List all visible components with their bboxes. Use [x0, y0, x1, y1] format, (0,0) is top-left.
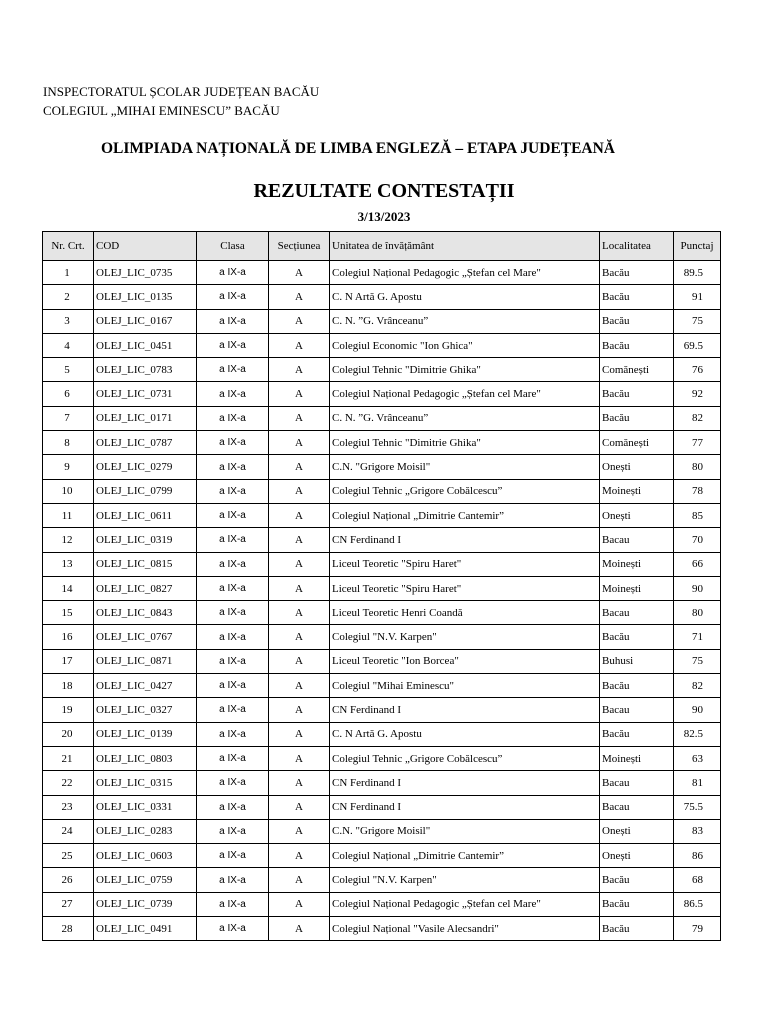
section-cell: A: [269, 382, 330, 406]
class-cell: a IX-a: [197, 576, 269, 600]
table-row: [43, 431, 721, 455]
section-cell: A: [269, 625, 330, 649]
student-code: OLEJ_LIC_0171: [94, 406, 197, 430]
row-number: 15: [43, 601, 94, 625]
locality-cell: Onești: [600, 503, 674, 527]
class-cell: a IX-a: [197, 722, 269, 746]
section-cell: A: [269, 455, 330, 479]
locality-cell: Moinești: [600, 552, 674, 576]
class-cell: a IX-a: [197, 455, 269, 479]
row-number: 21: [43, 746, 94, 770]
school-cell: C. N. ”G. Vrânceanu”: [330, 309, 600, 333]
school-cell: Colegiul Național Pedagogic „Ștefan cel Mare": [330, 382, 600, 406]
row-number: 3: [43, 309, 94, 333]
school-cell: Colegiul Tehnic „Grigore Cobălcescu”: [330, 746, 600, 770]
table-row: [43, 261, 721, 285]
class-cell: a IX-a: [197, 649, 269, 673]
table-row: [43, 892, 721, 916]
score-cell: 85: [674, 503, 721, 527]
row-number: 9: [43, 455, 94, 479]
class-cell: a IX-a: [197, 917, 269, 941]
locality-cell: Bacău: [600, 309, 674, 333]
row-number: 16: [43, 625, 94, 649]
class-cell: a IX-a: [197, 601, 269, 625]
student-code: OLEJ_LIC_0167: [94, 309, 197, 333]
section-cell: A: [269, 309, 330, 333]
school-cell: Liceul Teoretic "Spiru Haret": [330, 576, 600, 600]
score-cell: 82.5: [674, 722, 721, 746]
score-cell: 79: [674, 917, 721, 941]
locality-cell: Bacău: [600, 868, 674, 892]
student-code: OLEJ_LIC_0871: [94, 649, 197, 673]
table-row: [43, 358, 721, 382]
class-cell: a IX-a: [197, 503, 269, 527]
score-cell: 81: [674, 771, 721, 795]
score-cell: 75.5: [674, 795, 721, 819]
score-cell: 77: [674, 431, 721, 455]
student-code: OLEJ_LIC_0799: [94, 479, 197, 503]
score-cell: 90: [674, 698, 721, 722]
table-row: [43, 601, 721, 625]
table-row: [43, 528, 721, 552]
section-cell: A: [269, 333, 330, 357]
row-number: 4: [43, 333, 94, 357]
class-cell: a IX-a: [197, 892, 269, 916]
student-code: OLEJ_LIC_0611: [94, 503, 197, 527]
school-name: COLEGIUL „MIHAI EMINESCU” BACĂU: [43, 103, 280, 118]
score-cell: 90: [674, 576, 721, 600]
table-row: [43, 868, 721, 892]
table-row: [43, 674, 721, 698]
locality-cell: Onești: [600, 844, 674, 868]
row-number: 19: [43, 698, 94, 722]
column-header: COD: [94, 232, 197, 261]
student-code: OLEJ_LIC_0803: [94, 746, 197, 770]
inspectorate-name: INSPECTORATUL ȘCOLAR JUDEȚEAN BACĂU: [43, 84, 320, 99]
row-number: 17: [43, 649, 94, 673]
score-cell: 86.5: [674, 892, 721, 916]
score-cell: 82: [674, 674, 721, 698]
locality-cell: Bacau: [600, 795, 674, 819]
class-cell: a IX-a: [197, 868, 269, 892]
student-code: OLEJ_LIC_0139: [94, 722, 197, 746]
table-row: [43, 746, 721, 770]
column-header: Nr. Crt.: [43, 232, 94, 261]
table-row: [43, 795, 721, 819]
score-cell: 91: [674, 285, 721, 309]
school-cell: Colegiul Tehnic „Grigore Cobălcescu”: [330, 479, 600, 503]
student-code: OLEJ_LIC_0279: [94, 455, 197, 479]
class-cell: a IX-a: [197, 479, 269, 503]
table-body: [43, 261, 721, 941]
section-cell: A: [269, 528, 330, 552]
school-cell: Colegiul "N.V. Karpen": [330, 625, 600, 649]
row-number: 7: [43, 406, 94, 430]
locality-cell: Bacău: [600, 917, 674, 941]
section-cell: A: [269, 649, 330, 673]
document-title: OLIMPIADA NAȚIONALĂ DE LIMBA ENGLEZĂ – ETAPA JUDEȚEANĂ: [100, 140, 615, 157]
table-row: [43, 309, 721, 333]
section-cell: A: [269, 868, 330, 892]
school-cell: Colegiul Național Pedagogic „Ștefan cel Mare": [330, 261, 600, 285]
student-code: OLEJ_LIC_0843: [94, 601, 197, 625]
student-code: OLEJ_LIC_0603: [94, 844, 197, 868]
locality-cell: Bacău: [600, 285, 674, 309]
class-cell: a IX-a: [197, 819, 269, 843]
school-cell: Liceul Teoretic Henri Coandă: [330, 601, 600, 625]
section-cell: A: [269, 503, 330, 527]
class-cell: a IX-a: [197, 261, 269, 285]
row-number: 27: [43, 892, 94, 916]
row-number: 11: [43, 503, 94, 527]
row-number: 8: [43, 431, 94, 455]
class-cell: a IX-a: [197, 358, 269, 382]
score-cell: 68: [674, 868, 721, 892]
section-cell: A: [269, 746, 330, 770]
table-row: [43, 479, 721, 503]
row-number: 20: [43, 722, 94, 746]
school-cell: Colegiul Național „Dimitrie Cantemir”: [330, 844, 600, 868]
section-cell: A: [269, 285, 330, 309]
school-cell: CN Ferdinand I: [330, 528, 600, 552]
table-row: [43, 455, 721, 479]
section-cell: A: [269, 674, 330, 698]
student-code: OLEJ_LIC_0319: [94, 528, 197, 552]
score-cell: 66: [674, 552, 721, 576]
school-cell: CN Ferdinand I: [330, 698, 600, 722]
row-number: 5: [43, 358, 94, 382]
student-code: OLEJ_LIC_0787: [94, 431, 197, 455]
score-cell: 70: [674, 528, 721, 552]
row-number: 23: [43, 795, 94, 819]
class-cell: a IX-a: [197, 771, 269, 795]
table-row: [43, 333, 721, 357]
row-number: 14: [43, 576, 94, 600]
locality-cell: Bacău: [600, 674, 674, 698]
locality-cell: Bacău: [600, 892, 674, 916]
locality-cell: Moinești: [600, 746, 674, 770]
class-cell: a IX-a: [197, 431, 269, 455]
student-code: OLEJ_LIC_0767: [94, 625, 197, 649]
row-number: 18: [43, 674, 94, 698]
table-row: [43, 576, 721, 600]
section-cell: A: [269, 698, 330, 722]
school-cell: C. N. ”G. Vrânceanu”: [330, 406, 600, 430]
section-cell: A: [269, 358, 330, 382]
student-code: OLEJ_LIC_0739: [94, 892, 197, 916]
section-cell: A: [269, 795, 330, 819]
student-code: OLEJ_LIC_0759: [94, 868, 197, 892]
column-header: Secțiunea: [269, 232, 330, 261]
locality-cell: Moinești: [600, 576, 674, 600]
row-number: 24: [43, 819, 94, 843]
student-code: OLEJ_LIC_0783: [94, 358, 197, 382]
score-cell: 78: [674, 479, 721, 503]
school-cell: Liceul Teoretic "Ion Borcea": [330, 649, 600, 673]
row-number: 13: [43, 552, 94, 576]
score-cell: 86: [674, 844, 721, 868]
column-header: Punctaj: [674, 232, 721, 261]
class-cell: a IX-a: [197, 309, 269, 333]
score-cell: 63: [674, 746, 721, 770]
student-code: OLEJ_LIC_0283: [94, 819, 197, 843]
class-cell: a IX-a: [197, 382, 269, 406]
score-cell: 80: [674, 455, 721, 479]
section-cell: A: [269, 406, 330, 430]
score-cell: 92: [674, 382, 721, 406]
table-row: [43, 649, 721, 673]
results-table: [42, 231, 721, 941]
table-row: [43, 698, 721, 722]
school-cell: C. N Artă G. Apostu: [330, 722, 600, 746]
score-cell: 71: [674, 625, 721, 649]
section-cell: A: [269, 431, 330, 455]
class-cell: a IX-a: [197, 406, 269, 430]
class-cell: a IX-a: [197, 674, 269, 698]
row-number: 10: [43, 479, 94, 503]
school-cell: Colegiul Tehnic "Dimitrie Ghika": [330, 358, 600, 382]
locality-cell: Bacau: [600, 698, 674, 722]
student-code: OLEJ_LIC_0135: [94, 285, 197, 309]
class-cell: a IX-a: [197, 698, 269, 722]
locality-cell: Moinești: [600, 479, 674, 503]
section-cell: A: [269, 771, 330, 795]
student-code: OLEJ_LIC_0427: [94, 674, 197, 698]
section-cell: A: [269, 844, 330, 868]
section-cell: A: [269, 722, 330, 746]
score-cell: 82: [674, 406, 721, 430]
class-cell: a IX-a: [197, 528, 269, 552]
row-number: 6: [43, 382, 94, 406]
class-cell: a IX-a: [197, 625, 269, 649]
section-cell: A: [269, 576, 330, 600]
section-cell: A: [269, 601, 330, 625]
locality-cell: Bacau: [600, 528, 674, 552]
school-cell: Colegiul Tehnic "Dimitrie Ghika": [330, 431, 600, 455]
section-cell: A: [269, 479, 330, 503]
locality-cell: Bacău: [600, 406, 674, 430]
section-cell: A: [269, 917, 330, 941]
student-code: OLEJ_LIC_0731: [94, 382, 197, 406]
score-cell: 75: [674, 309, 721, 333]
school-cell: C. N Artă G. Apostu: [330, 285, 600, 309]
locality-cell: Bacău: [600, 382, 674, 406]
class-cell: a IX-a: [197, 552, 269, 576]
column-header: Unitatea de învățământ: [330, 232, 600, 261]
table-row: [43, 917, 721, 941]
locality-cell: Comănești: [600, 431, 674, 455]
document-date: 3/13/2023: [357, 209, 411, 224]
school-cell: CN Ferdinand I: [330, 771, 600, 795]
table-row: [43, 771, 721, 795]
section-cell: A: [269, 892, 330, 916]
class-cell: a IX-a: [197, 333, 269, 357]
row-number: 25: [43, 844, 94, 868]
table-row: [43, 285, 721, 309]
student-code: OLEJ_LIC_0315: [94, 771, 197, 795]
section-cell: A: [269, 261, 330, 285]
school-cell: Liceul Teoretic "Spiru Haret": [330, 552, 600, 576]
table-row: [43, 406, 721, 430]
row-number: 22: [43, 771, 94, 795]
column-header: Clasa: [197, 232, 269, 261]
locality-cell: Comănești: [600, 358, 674, 382]
locality-cell: Bacău: [600, 722, 674, 746]
student-code: OLEJ_LIC_0451: [94, 333, 197, 357]
class-cell: a IX-a: [197, 844, 269, 868]
table-row: [43, 722, 721, 746]
student-code: OLEJ_LIC_0327: [94, 698, 197, 722]
school-cell: Colegiul Național Pedagogic „Ștefan cel Mare": [330, 892, 600, 916]
locality-cell: Bacău: [600, 333, 674, 357]
student-code: OLEJ_LIC_0491: [94, 917, 197, 941]
school-cell: C.N. "Grigore Moisil": [330, 819, 600, 843]
school-cell: Colegiul "Mihai Eminescu": [330, 674, 600, 698]
row-number: 1: [43, 261, 94, 285]
school-cell: Colegiul Național "Vasile Alecsandri": [330, 917, 600, 941]
score-cell: 83: [674, 819, 721, 843]
column-header: Localitatea: [600, 232, 674, 261]
row-number: 28: [43, 917, 94, 941]
row-number: 26: [43, 868, 94, 892]
student-code: OLEJ_LIC_0815: [94, 552, 197, 576]
class-cell: a IX-a: [197, 746, 269, 770]
class-cell: a IX-a: [197, 285, 269, 309]
score-cell: 69.5: [674, 333, 721, 357]
student-code: OLEJ_LIC_0827: [94, 576, 197, 600]
table-header-row: [43, 232, 721, 261]
locality-cell: Bacău: [600, 625, 674, 649]
table-row: [43, 503, 721, 527]
score-cell: 89.5: [674, 261, 721, 285]
locality-cell: Bacau: [600, 601, 674, 625]
school-cell: Colegiul "N.V. Karpen": [330, 868, 600, 892]
locality-cell: Onești: [600, 819, 674, 843]
locality-cell: Bacau: [600, 771, 674, 795]
school-cell: C.N. "Grigore Moisil": [330, 455, 600, 479]
locality-cell: Bacău: [600, 261, 674, 285]
student-code: OLEJ_LIC_0331: [94, 795, 197, 819]
school-cell: Colegiul Național „Dimitrie Cantemir”: [330, 503, 600, 527]
document-subtitle: REZULTATE CONTESTAȚII: [253, 180, 515, 202]
table-row: [43, 552, 721, 576]
table-row: [43, 844, 721, 868]
score-cell: 75: [674, 649, 721, 673]
school-cell: CN Ferdinand I: [330, 795, 600, 819]
table-row: [43, 625, 721, 649]
row-number: 12: [43, 528, 94, 552]
table-row: [43, 819, 721, 843]
score-cell: 76: [674, 358, 721, 382]
section-cell: A: [269, 819, 330, 843]
score-cell: 80: [674, 601, 721, 625]
locality-cell: Buhusi: [600, 649, 674, 673]
locality-cell: Onești: [600, 455, 674, 479]
school-cell: Colegiul Economic "Ion Ghica": [330, 333, 600, 357]
student-code: OLEJ_LIC_0735: [94, 261, 197, 285]
row-number: 2: [43, 285, 94, 309]
section-cell: A: [269, 552, 330, 576]
class-cell: a IX-a: [197, 795, 269, 819]
table-row: [43, 382, 721, 406]
